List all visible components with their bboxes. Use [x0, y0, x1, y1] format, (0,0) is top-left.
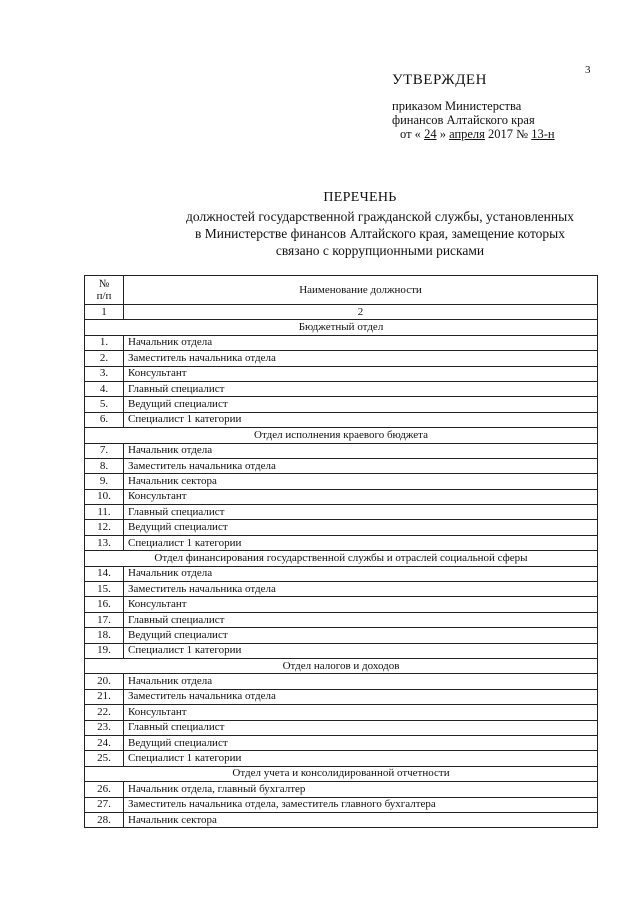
- table-row: [85, 782, 598, 797]
- approval-num-sign: №: [516, 127, 529, 141]
- table-row: [85, 582, 598, 597]
- table-row: [85, 643, 598, 658]
- position-name: Заместитель начальника отдела: [124, 582, 598, 597]
- row-number: 21.: [85, 689, 124, 704]
- table-row: [85, 458, 598, 473]
- approval-month: апреля: [449, 127, 485, 141]
- table-row: [85, 689, 598, 704]
- subtitle-line: в Министерстве финансов Алтайского края, замещение которых: [194, 226, 566, 241]
- position-name: Заместитель начальника отдела: [124, 689, 598, 704]
- table-row: [85, 351, 598, 366]
- position-name: Консультант: [124, 366, 598, 381]
- table-row: [85, 381, 598, 396]
- table-row: [85, 812, 598, 827]
- position-name: Начальник отдела: [124, 674, 598, 689]
- approval-year: 2017: [488, 127, 514, 141]
- table-row: [85, 505, 598, 520]
- table-row: [85, 443, 598, 458]
- table-row: [85, 735, 598, 750]
- table-row: [85, 335, 598, 350]
- position-name: Специалист 1 категории: [124, 643, 598, 658]
- position-name: Главный специалист: [124, 505, 598, 520]
- table-row: [85, 412, 598, 427]
- section-row: [85, 551, 598, 566]
- row-number: 15.: [85, 582, 124, 597]
- position-name: Главный специалист: [124, 720, 598, 735]
- subtitle-line: связано с коррупционными рисками: [275, 243, 485, 258]
- header-number-cell: [85, 276, 124, 305]
- position-name: Заместитель начальника отдела: [124, 458, 598, 473]
- section-title: Отдел налогов и доходов: [85, 658, 598, 673]
- row-number: 8.: [85, 458, 124, 473]
- row-number: 28.: [85, 812, 124, 827]
- position-name: Специалист 1 категории: [124, 412, 598, 427]
- position-name: Консультант: [124, 597, 598, 612]
- row-number: 17.: [85, 612, 124, 627]
- row-number: 25.: [85, 751, 124, 766]
- approval-date-mid: »: [439, 127, 446, 141]
- position-name: Начальник сектора: [124, 812, 598, 827]
- document-subtitle: [100, 208, 640, 259]
- position-name: Начальник отдела, главный бухгалтер: [124, 782, 598, 797]
- index-cell-2: 2: [124, 305, 598, 320]
- section-title: Отдел финансирования государственной службы и отраслей социальной сферы: [85, 551, 598, 566]
- row-number: 19.: [85, 643, 124, 658]
- position-name: Начальник сектора: [124, 474, 598, 489]
- row-number: 20.: [85, 674, 124, 689]
- row-number: 14.: [85, 566, 124, 581]
- section-title: Отдел исполнения краевого бюджета: [85, 428, 598, 443]
- row-number: 18.: [85, 628, 124, 643]
- table-row: [85, 366, 598, 381]
- table-row: [85, 751, 598, 766]
- approval-day: 24: [424, 127, 437, 141]
- document-title: ПЕРЕЧЕНЬ: [323, 190, 397, 205]
- table-row: [85, 797, 598, 812]
- position-name: Главный специалист: [124, 381, 598, 396]
- position-name: Специалист 1 категории: [124, 751, 598, 766]
- section-row: [85, 428, 598, 443]
- row-number: 24.: [85, 735, 124, 750]
- row-number: 4.: [85, 381, 124, 396]
- row-number: 11.: [85, 505, 124, 520]
- position-name: Специалист 1 категории: [124, 535, 598, 550]
- row-number: 12.: [85, 520, 124, 535]
- row-number: 6.: [85, 412, 124, 427]
- row-number: 7.: [85, 443, 124, 458]
- header-number-abbr: п/п: [96, 290, 112, 302]
- header-number-sign: №: [98, 278, 110, 290]
- row-number: 23.: [85, 720, 124, 735]
- section-title: Бюджетный отдел: [85, 320, 598, 335]
- row-number: 9.: [85, 474, 124, 489]
- row-number: 26.: [85, 782, 124, 797]
- table-row: [85, 397, 598, 412]
- row-number: 13.: [85, 535, 124, 550]
- position-name: Ведущий специалист: [124, 397, 598, 412]
- position-name: Консультант: [124, 705, 598, 720]
- table-header-row: [85, 276, 598, 305]
- table-row: [85, 597, 598, 612]
- table-row: [85, 628, 598, 643]
- positions-table: [84, 275, 598, 828]
- table-row: [85, 474, 598, 489]
- table-row: [85, 674, 598, 689]
- approval-date-prefix: от «: [400, 127, 421, 141]
- table-index-row: [85, 305, 598, 320]
- approval-line-2: финансов Алтайского края: [392, 113, 535, 127]
- approval-title: УТВЕРЖДЕН: [392, 72, 487, 88]
- row-number: 5.: [85, 397, 124, 412]
- table-row: [85, 535, 598, 550]
- table-row: [85, 705, 598, 720]
- position-name: Ведущий специалист: [124, 520, 598, 535]
- row-number: 3.: [85, 366, 124, 381]
- section-row: [85, 320, 598, 335]
- row-number: 22.: [85, 705, 124, 720]
- table-row: [85, 489, 598, 504]
- page-number: 3: [585, 64, 591, 76]
- position-name: Главный специалист: [124, 612, 598, 627]
- position-name: Начальник отдела: [124, 443, 598, 458]
- position-name: Заместитель начальника отдела: [124, 351, 598, 366]
- position-name: Консультант: [124, 489, 598, 504]
- table-row: [85, 520, 598, 535]
- section-row: [85, 766, 598, 781]
- section-row: [85, 658, 598, 673]
- table-row: [85, 566, 598, 581]
- position-name: Ведущий специалист: [124, 628, 598, 643]
- position-name: Заместитель начальника отдела, заместитель главного бухгалтера: [124, 797, 598, 812]
- row-number: 2.: [85, 351, 124, 366]
- approval-number: 13-н: [531, 127, 555, 141]
- position-name: Начальник отдела: [124, 335, 598, 350]
- row-number: 1.: [85, 335, 124, 350]
- index-cell-1: 1: [85, 305, 124, 320]
- table-row: [85, 720, 598, 735]
- row-number: 27.: [85, 797, 124, 812]
- section-title: Отдел учета и консолидированной отчетности: [85, 766, 598, 781]
- table-row: [85, 612, 598, 627]
- subtitle-line: должностей государственной гражданской службы, установленных: [186, 209, 574, 224]
- row-number: 10.: [85, 489, 124, 504]
- approval-line-3: [400, 128, 555, 141]
- row-number: 16.: [85, 597, 124, 612]
- approval-line-1: приказом Министерства: [392, 99, 522, 113]
- position-name: Начальник отдела: [124, 566, 598, 581]
- position-name: Ведущий специалист: [124, 735, 598, 750]
- header-name-cell: Наименование должности: [124, 276, 598, 305]
